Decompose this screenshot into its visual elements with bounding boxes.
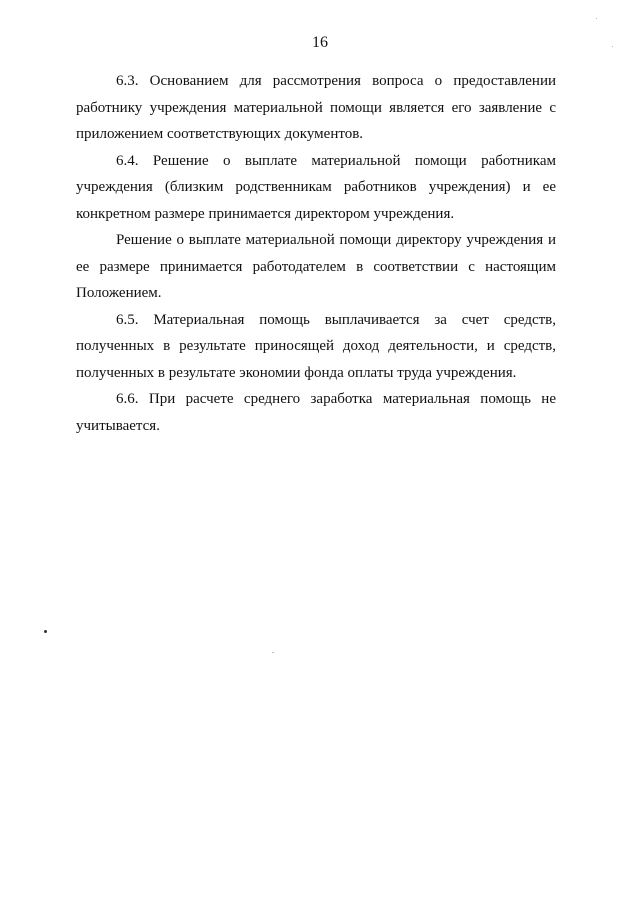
paragraph-6-5: 6.5. Материальная помощь выплачивается за счет средств, полученных в результате приносящей доход деятельности, и средств, полученных в результате экономии фонда оплаты труда учреждения.: [76, 311, 556, 381]
paragraph-6-4-director: Решение о выплате материальной помощи директору учреждения и ее размере принимается работодателем в соответствии с настоящим Положением.: [76, 232, 556, 301]
scan-speck: [272, 652, 274, 653]
document-body: [76, 68, 556, 439]
scan-speck: [596, 18, 597, 19]
paragraph-6-6: 6.6. При расчете среднего заработка материальная помощь не учитывается.: [76, 391, 556, 434]
scan-speck: [44, 630, 47, 633]
paragraph-6-3: 6.3. Основанием для рассмотрения вопроса о предоставлении работнику учреждения материальной помощи является его заявление с приложением соответствующих документов.: [76, 73, 556, 142]
scan-speck: [612, 46, 613, 47]
page-number: 16: [312, 34, 328, 51]
paragraph-6-4: 6.4. Решение о выплате материальной помощи работникам учреждения (близким родственникам работников учреждения) и ее конкретном размере принимается директором учреждения.: [76, 152, 556, 222]
